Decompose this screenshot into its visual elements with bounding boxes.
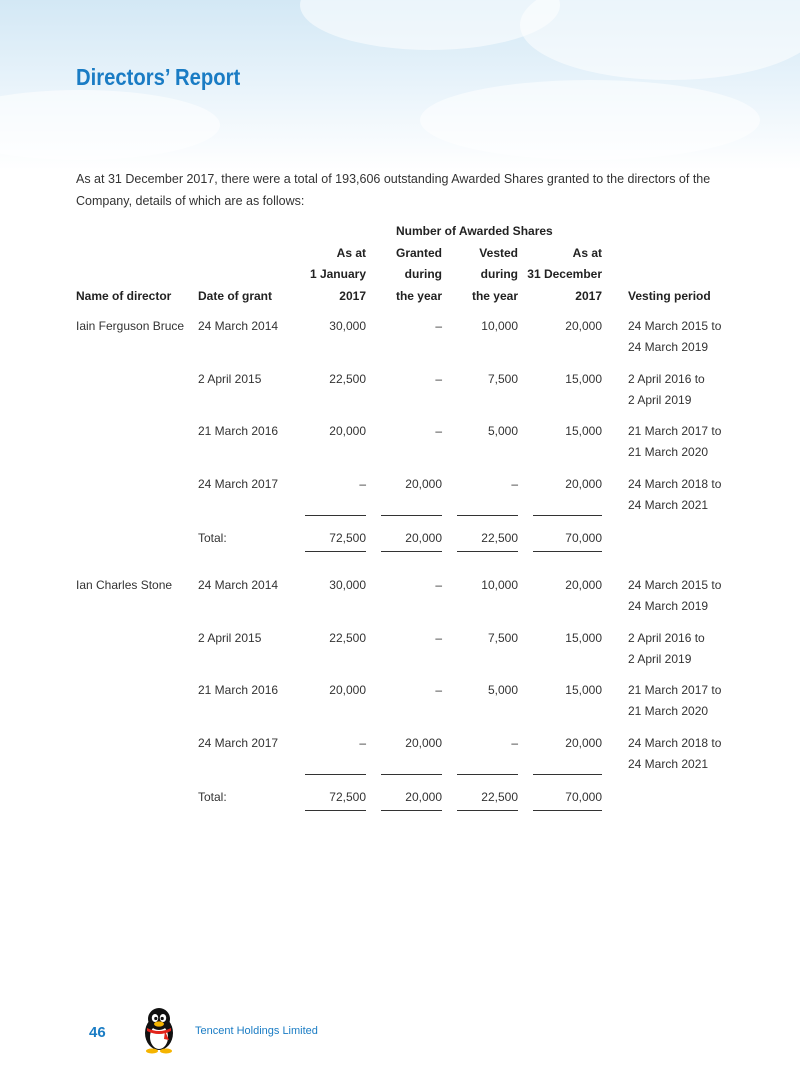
total-rule xyxy=(533,810,602,811)
shares-vested: 5,000 xyxy=(487,683,518,697)
shares-vested: 7,500 xyxy=(487,371,518,386)
shares-vested: 5,000 xyxy=(487,424,518,438)
shares-vested: 10,000 xyxy=(481,578,518,592)
grant-date: 24 March 2017 xyxy=(198,735,279,750)
total-label: Total: xyxy=(198,531,227,545)
column-header-vested: during xyxy=(480,267,518,281)
vesting-period-to: 24 March 2019 xyxy=(628,340,709,354)
shares-vested: – xyxy=(511,476,518,491)
column-header-end: 31 December xyxy=(527,267,602,281)
column-header-date: Date of grant xyxy=(198,289,273,303)
shares-end: 15,000 xyxy=(565,630,602,645)
total-rule xyxy=(305,810,366,811)
grant-date: 21 March 2016 xyxy=(198,424,279,438)
shares-vested: – xyxy=(511,735,518,750)
column-header-end: 2017 xyxy=(575,289,602,303)
total-rule xyxy=(381,810,442,811)
total-granted: 20,000 xyxy=(405,790,442,804)
vesting-period-to: 2 April 2019 xyxy=(628,392,692,407)
grant-date: 2 April 2015 xyxy=(198,371,262,386)
company-name: Tencent Holdings Limited xyxy=(195,1025,318,1037)
vesting-period-from: 24 March 2018 to xyxy=(628,735,722,750)
vesting-period-from: 21 March 2017 to xyxy=(628,683,722,697)
shares-end: 15,000 xyxy=(565,371,602,386)
column-header-vested: the year xyxy=(471,289,518,303)
subtotal-rule xyxy=(457,774,518,775)
vesting-period-to: 2 April 2019 xyxy=(628,651,692,666)
grant-date: 24 March 2017 xyxy=(198,476,279,491)
shares-granted: – xyxy=(435,319,442,333)
shares-end: 15,000 xyxy=(565,424,602,438)
column-header-granted: the year xyxy=(395,289,442,303)
total-rule xyxy=(457,810,518,811)
grant-date: 21 March 2016 xyxy=(198,683,279,697)
grant-date: 24 March 2014 xyxy=(198,578,279,592)
shares-granted: – xyxy=(435,578,442,592)
subtotal-rule xyxy=(305,774,366,775)
shares-granted: – xyxy=(435,630,442,645)
total-vested: 22,500 xyxy=(481,790,518,804)
vesting-period-from: 2 April 2016 to xyxy=(628,371,705,386)
page-title: Directors’ Report xyxy=(76,64,241,90)
grant-date: 2 April 2015 xyxy=(198,630,262,645)
shares-start: – xyxy=(359,735,366,750)
vesting-period-from: 24 March 2015 to xyxy=(628,319,722,333)
vesting-period-from: 21 March 2017 to xyxy=(628,424,722,438)
shares-granted: – xyxy=(435,371,442,386)
column-header-end: As at xyxy=(572,246,602,260)
intro-paragraph: As at 31 December 2017, there were a total of 193,606 outstanding Awarded Shares granted to the directors of the Company, details of which are as follows: xyxy=(76,172,711,208)
total-vested: 22,500 xyxy=(481,531,518,545)
subtotal-rule xyxy=(381,515,442,516)
subtotal-rule xyxy=(533,774,602,775)
penguin-logo-icon xyxy=(138,1004,180,1054)
vesting-period-to: 24 March 2019 xyxy=(628,599,709,613)
column-header-as_at: 1 January xyxy=(309,267,366,281)
shares-granted: 20,000 xyxy=(405,476,442,491)
total-rule xyxy=(533,551,602,552)
column-header-as_at: 2017 xyxy=(339,289,366,303)
shares-granted: 20,000 xyxy=(405,735,442,750)
total-start: 72,500 xyxy=(329,531,366,545)
shares-end: 15,000 xyxy=(565,683,602,697)
column-header-vesting: Vesting period xyxy=(628,289,711,303)
shares-granted: – xyxy=(435,424,442,438)
page-number: 46 xyxy=(89,1024,106,1041)
total-rule xyxy=(381,551,442,552)
column-header-vested: Vested xyxy=(479,246,518,260)
vesting-period-to: 21 March 2020 xyxy=(628,704,709,718)
shares-start: 20,000 xyxy=(329,683,366,697)
total-rule xyxy=(305,551,366,552)
column-header-name: Name of director xyxy=(76,289,172,303)
total-end: 70,000 xyxy=(565,790,602,804)
vesting-period-to: 24 March 2021 xyxy=(628,497,709,512)
subtotal-rule xyxy=(533,515,602,516)
shares-end: 20,000 xyxy=(565,578,602,592)
column-header-granted: during xyxy=(404,267,442,281)
vesting-period-to: 21 March 2020 xyxy=(628,445,709,459)
shares-granted: – xyxy=(435,683,442,697)
shares-end: 20,000 xyxy=(565,476,602,491)
director-name: Ian Charles Stone xyxy=(76,578,173,592)
subtotal-rule xyxy=(381,774,442,775)
subtotal-rule xyxy=(457,515,518,516)
subtotal-rule xyxy=(305,515,366,516)
total-start: 72,500 xyxy=(329,790,366,804)
shares-vested: 10,000 xyxy=(481,319,518,333)
vesting-period-from: 24 March 2018 to xyxy=(628,476,722,491)
total-granted: 20,000 xyxy=(405,531,442,545)
group-header: Number of Awarded Shares xyxy=(396,224,553,238)
column-header-granted: Granted xyxy=(395,246,442,260)
vesting-period-from: 24 March 2015 to xyxy=(628,578,722,592)
director-name: Iain Ferguson Bruce xyxy=(76,319,185,333)
grant-date: 24 March 2014 xyxy=(198,319,279,333)
shares-start: 20,000 xyxy=(329,424,366,438)
shares-end: 20,000 xyxy=(565,319,602,333)
shares-start: – xyxy=(359,476,366,491)
total-end: 70,000 xyxy=(565,531,602,545)
vesting-period-to: 24 March 2021 xyxy=(628,756,709,771)
shares-start: 30,000 xyxy=(329,319,366,333)
column-header-as_at: As at xyxy=(336,246,366,260)
shares-start: 30,000 xyxy=(329,578,366,592)
shares-start: 22,500 xyxy=(329,630,366,645)
shares-end: 20,000 xyxy=(565,735,602,750)
vesting-period-from: 2 April 2016 to xyxy=(628,630,705,645)
shares-start: 22,500 xyxy=(329,371,366,386)
shares-vested: 7,500 xyxy=(487,630,518,645)
total-rule xyxy=(457,551,518,552)
total-label: Total: xyxy=(198,790,227,804)
